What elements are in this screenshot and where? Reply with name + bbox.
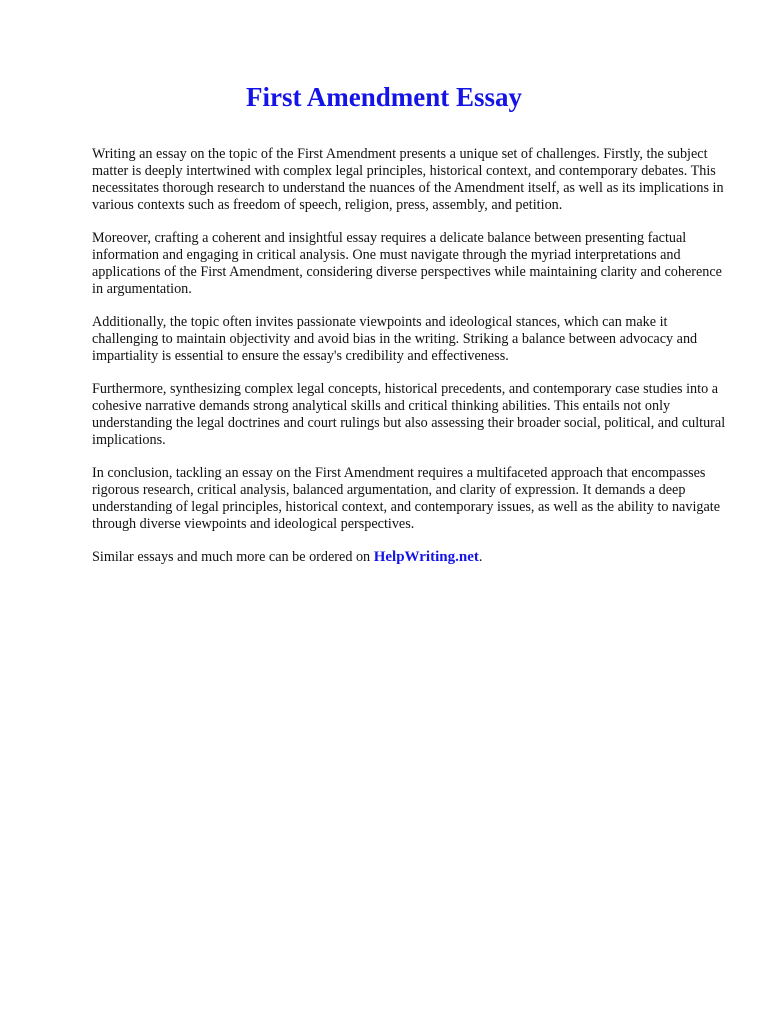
paragraph-2: Moreover, crafting a coherent and insightful essay requires a delicate balance between presenting factual information and engaging in critical analysis. One must navigate through the myriad interpretations and applications of the First Amendment, considering diverse perspectives while maintaining clarity and coherence in argumentation. bbox=[92, 230, 722, 297]
essay-body bbox=[92, 146, 726, 582]
helpwriting-link[interactable]: HelpWriting.net bbox=[373, 549, 479, 565]
page-title: First Amendment Essay bbox=[246, 82, 522, 112]
footer-note bbox=[92, 549, 726, 566]
paragraph-4: Furthermore, synthesizing complex legal concepts, historical precedents, and contemporary case studies into a cohesive narrative demands strong analytical skills and critical thinking abilities. This entails not only understanding the legal doctrines and court rulings but also assessing their broader social, political, and cultural implications. bbox=[92, 381, 726, 448]
paragraph-3: Additionally, the topic often invites passionate viewpoints and ideological stances, which can make it challenging to maintain objectivity and avoid bias in the writing. Striking a balance between advocacy and impartiality is essential to ensure the essay's credibility and effectiveness. bbox=[92, 314, 698, 364]
paragraph-1: Writing an essay on the topic of the First Amendment presents a unique set of challenges. Firstly, the subject matter is deeply intertwined with complex legal principles, historical context, and contemporary debates. This necessitates thorough research to understand the nuances of the Amendment itself, as well as its implications in various contexts such as freedom of speech, religion, press, assembly, and petition. bbox=[92, 146, 724, 213]
paragraph-5: In conclusion, tackling an essay on the First Amendment requires a multifaceted approach that encompasses rigorous research, critical analysis, balanced argumentation, and clarity of expression. It demands a deep understanding of legal principles, historical context, and contemporary issues, as well as the ability to navigate through diverse viewpoints and ideological perspectives. bbox=[92, 465, 721, 532]
footer-suffix: . bbox=[478, 549, 483, 565]
footer-prefix: Similar essays and much more can be ordered on bbox=[92, 549, 374, 565]
